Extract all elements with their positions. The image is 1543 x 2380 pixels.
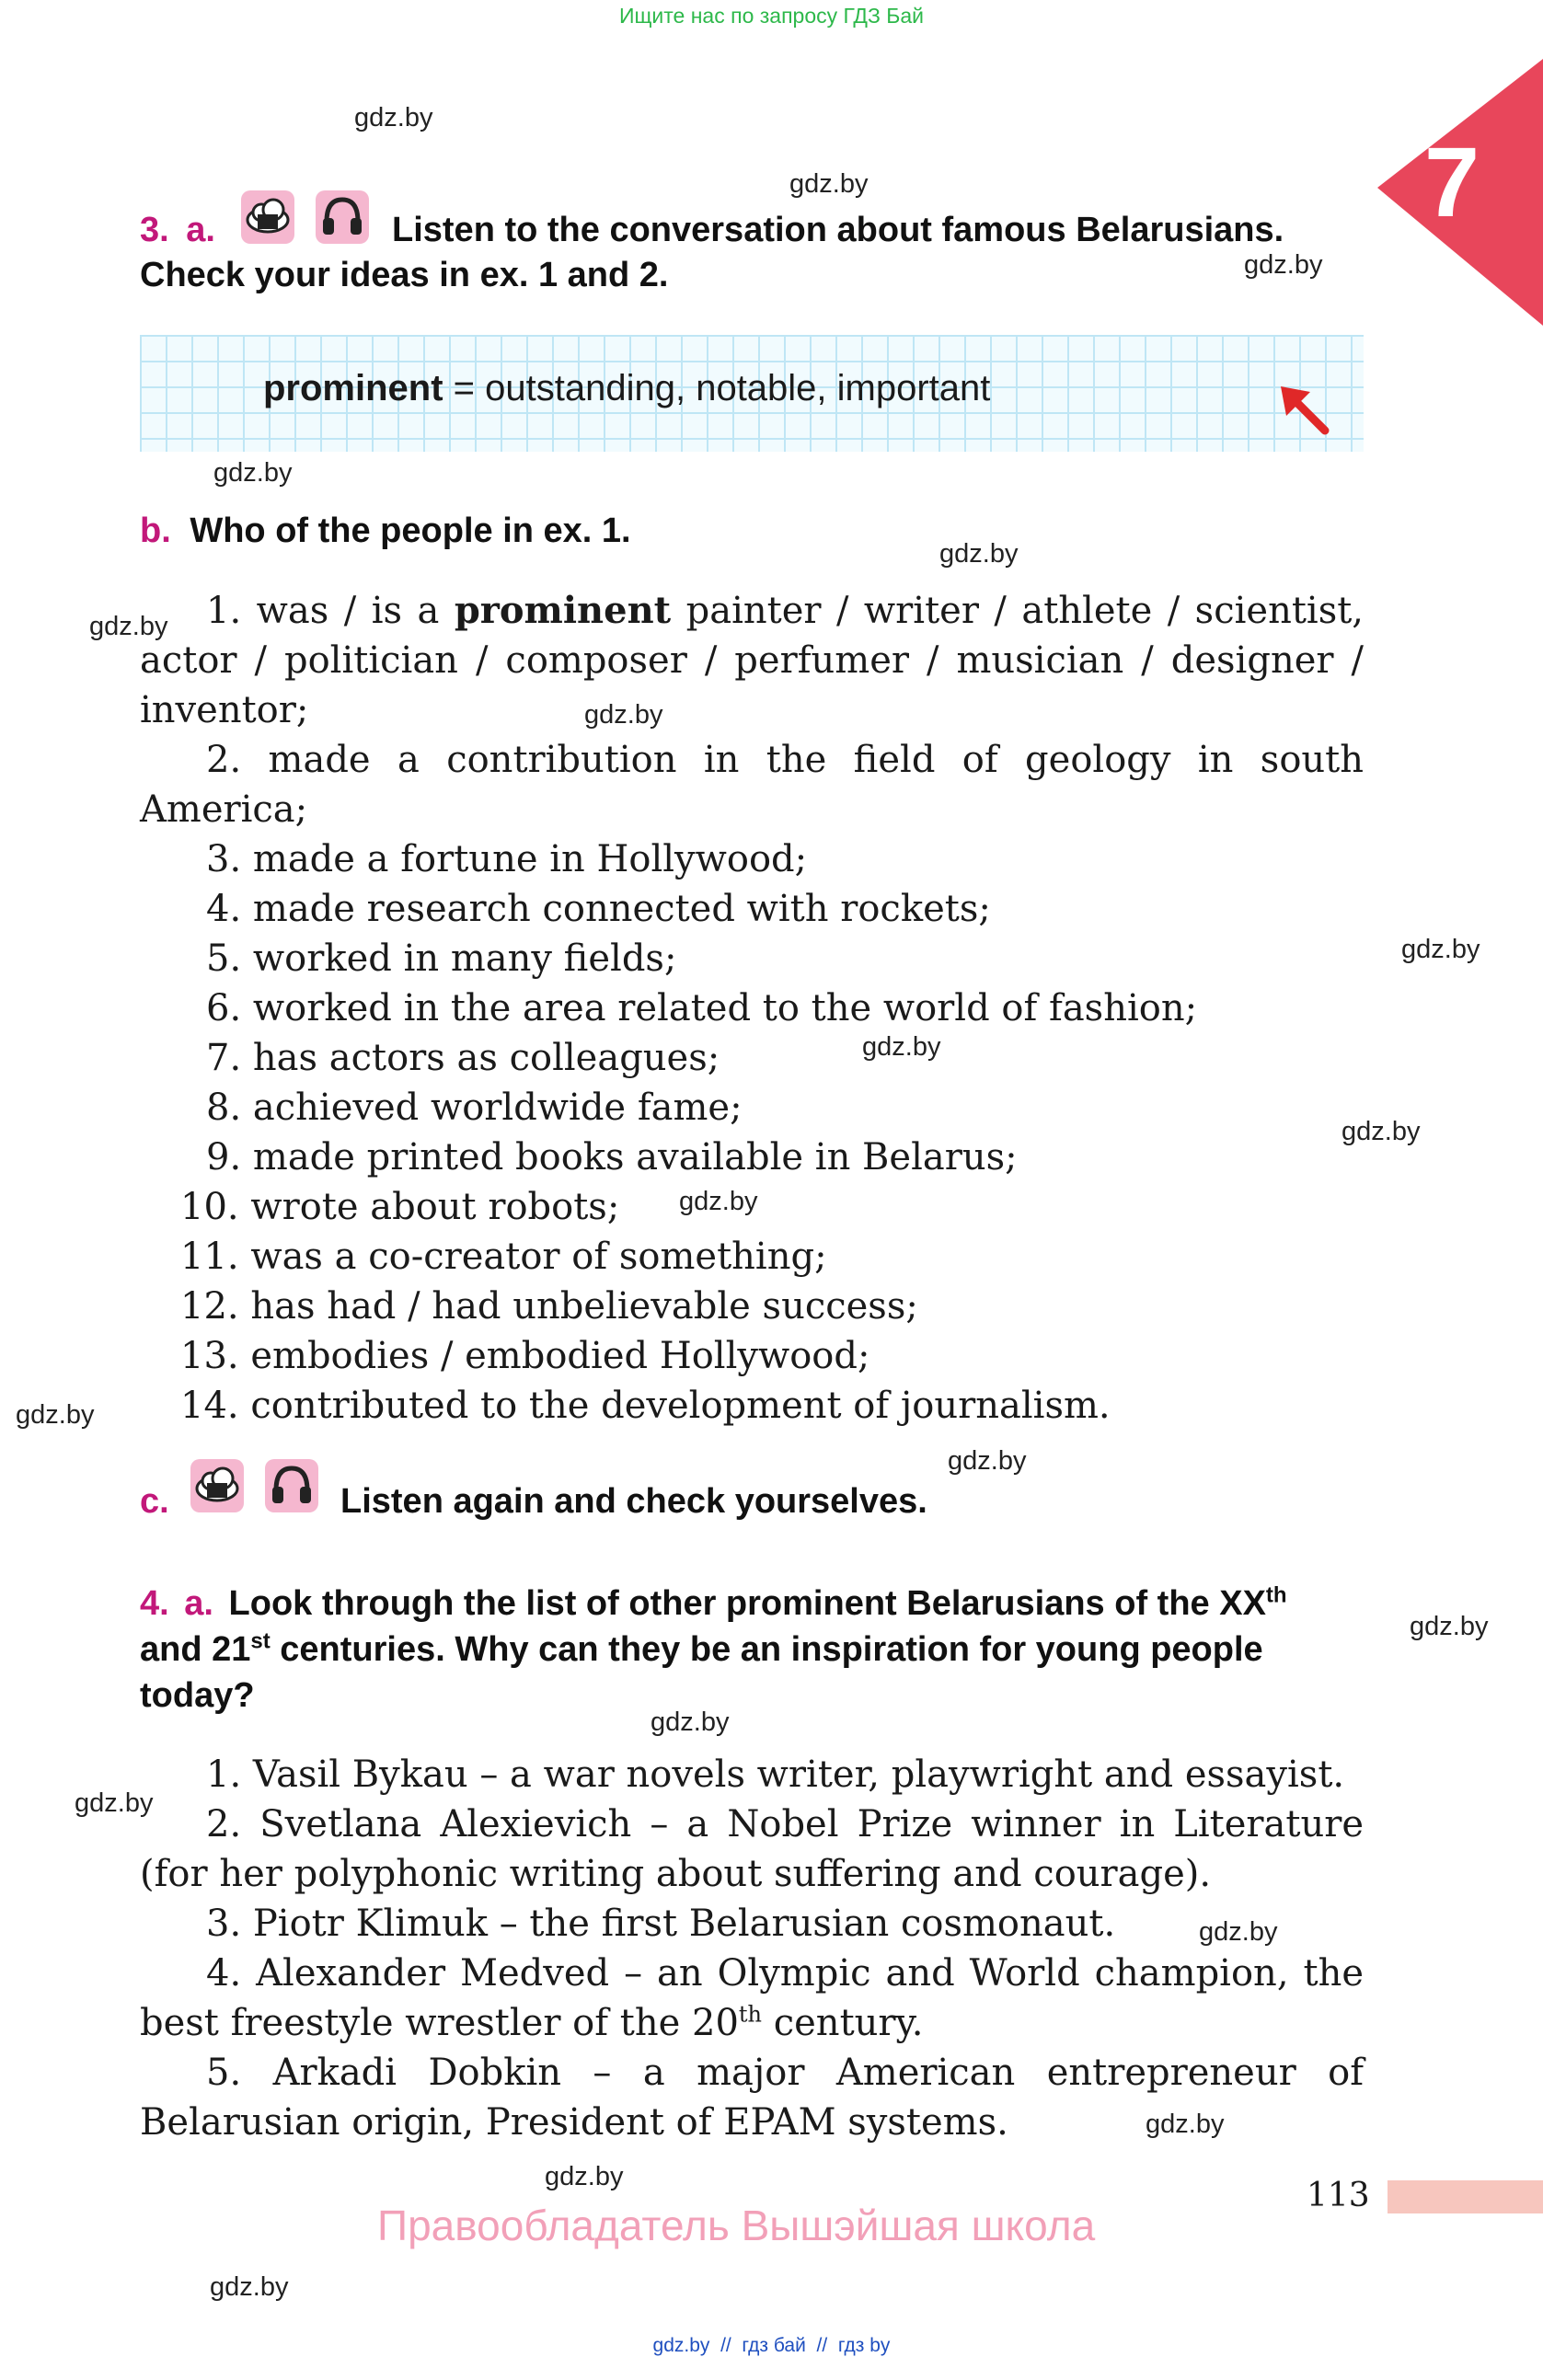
exercise-3c-letter: c. <box>140 1482 169 1521</box>
list-item-continuation: (for her polyphonic writing about suffering and courage). <box>140 1853 1212 1895</box>
watermark: gdz.by <box>210 2272 289 2302</box>
exercise-letter: a. <box>186 211 215 249</box>
exercise-3b-header <box>140 512 631 551</box>
vocabulary-definition: = outstanding, notable, important <box>443 368 991 408</box>
unit-number: 7 <box>1424 126 1480 237</box>
cloud-download-icon[interactable] <box>190 1459 244 1512</box>
exercise-3a-instruction-line2: Check your ideas in ex. 1 and 2. <box>140 256 669 294</box>
watermark: gdz.by <box>75 1788 154 1818</box>
list-item: 10. wrote about robots; <box>180 1186 620 1228</box>
watermark: gdz.by <box>89 612 168 641</box>
exercise-4a-instruction: 4. a. Look through the list of other prominent Belarusians of the XXth and 21st centuries. Why can they be an inspiration for young people today? <box>140 1582 1287 1715</box>
exercise-3a-header <box>140 211 215 250</box>
list-item: 8. achieved worldwide fame; <box>206 1087 743 1129</box>
watermark: gdz.by <box>939 539 1019 569</box>
cloud-download-icon[interactable] <box>241 190 294 244</box>
exercise-3c-instruction: Listen again and check yourselves. <box>340 1482 927 1521</box>
list-item: 4. Alexander Medved – an Olympic and World champion, the <box>206 1952 1365 1995</box>
watermark: gdz.by <box>1244 250 1323 280</box>
watermark: gdz.by <box>1410 1612 1489 1641</box>
exercise-3a-instruction-line1: Listen to the conversation about famous Belarusians. <box>392 211 1284 249</box>
list-item-continuation: actor / politician / composer / perfumer / musician / designer / <box>140 639 1364 682</box>
rights-holder: Правообладатель Вышэйшая школа <box>377 2202 1096 2249</box>
list-item: 14. contributed to the development of journalism. <box>180 1385 1111 1427</box>
watermark: gdz.by <box>1401 935 1480 964</box>
watermark: gdz.by <box>948 1446 1027 1476</box>
list-item: 11. was a co-creator of something; <box>180 1236 827 1278</box>
watermark: gdz.by <box>354 103 433 132</box>
arrow-icon <box>1277 383 1332 438</box>
list-item: 1. Vasil Bykau – a war novels writer, playwright and essayist. <box>206 1753 1345 1796</box>
vocabulary-entry <box>263 368 990 409</box>
footer-links: gdz.by // гдз бай // гдз by <box>652 2335 891 2356</box>
list-item: 9. made printed books available in Belarus; <box>206 1136 1018 1179</box>
list-item: 1. was / is a prominent painter / writer / athlete / scientist, <box>206 589 1365 632</box>
list-item-continuation: Belarusian origin, President of EPAM systems. <box>140 2101 1008 2144</box>
list-item: 3. Piotr Klimuk – the first Belarusian cosmonaut. <box>206 1903 1116 1945</box>
watermark: gdz.by <box>679 1187 758 1216</box>
exercise-number: 3. <box>140 211 169 249</box>
watermark: gdz.by <box>862 1032 941 1062</box>
exercise-letter: b. <box>140 512 171 550</box>
page-number-bar <box>1388 2180 1543 2213</box>
list-item: 12. has had / had unbelievable success; <box>180 1285 918 1328</box>
watermark: gdz.by <box>1146 2110 1225 2139</box>
headphones-icon[interactable] <box>265 1459 318 1512</box>
list-item: 4. made research connected with rockets; <box>206 888 991 930</box>
watermark: gdz.by <box>1199 1917 1278 1947</box>
top-note: Ищите нас по запросу ГДЗ Бай <box>618 4 925 28</box>
list-item: 5. worked in many fields; <box>206 937 677 980</box>
watermark: gdz.by <box>1341 1117 1421 1146</box>
watermark: gdz.by <box>545 2162 624 2191</box>
watermark: gdz.by <box>213 458 293 488</box>
watermark: gdz.by <box>584 700 663 730</box>
watermark: gdz.by <box>651 1707 730 1737</box>
page-number: 113 <box>1307 2177 1370 2214</box>
list-item-continuation: inventor; <box>140 689 309 731</box>
exercise-3b-list <box>140 586 1364 1431</box>
list-item: 3. made a fortune in Hollywood; <box>206 838 808 880</box>
list-item-continuation: America; <box>140 788 308 831</box>
vocabulary-term: prominent <box>263 368 443 408</box>
list-item: 2. Svetlana Alexievich – a Nobel Prize winner in Literature <box>206 1803 1365 1845</box>
list-item-continuation: best freestyle wrestler of the 20th century. <box>140 2001 924 2044</box>
list-item: 6. worked in the area related to the world of fashion; <box>206 987 1198 1029</box>
watermark: gdz.by <box>16 1400 95 1430</box>
list-item: 2. made a contribution in the field of geology in south <box>206 739 1364 781</box>
exercise-3b-instruction: Who of the people in ex. 1. <box>190 512 631 550</box>
list-item: 7. has actors as colleagues; <box>206 1037 720 1079</box>
exercise-4-list <box>140 1750 1364 2147</box>
watermark: gdz.by <box>789 169 869 199</box>
list-item: 13. embodies / embodied Hollywood; <box>180 1335 870 1377</box>
headphones-icon[interactable] <box>316 190 369 244</box>
list-item: 5. Arkadi Dobkin – a major American entrepreneur of <box>206 2052 1364 2094</box>
